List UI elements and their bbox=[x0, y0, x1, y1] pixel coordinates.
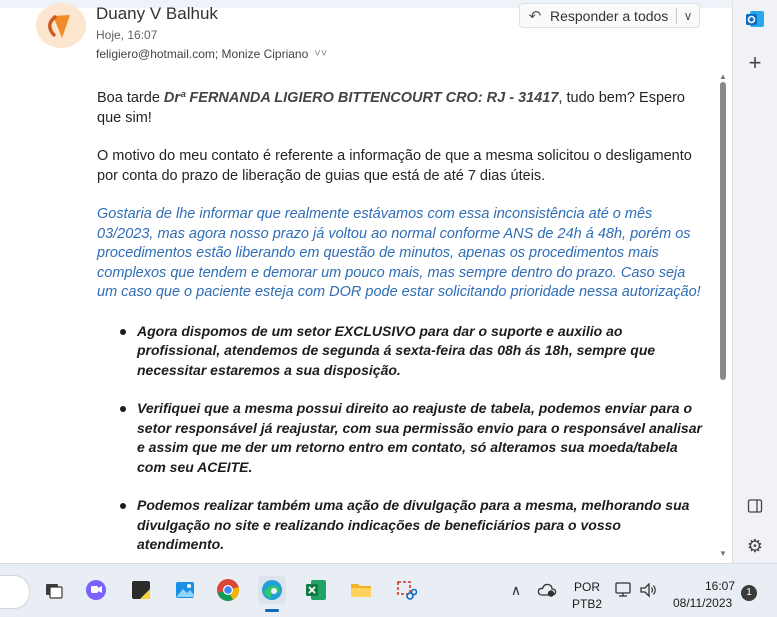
reply-all-button[interactable] bbox=[519, 3, 700, 28]
chevron-down-icon[interactable]: ∨ bbox=[683, 8, 693, 23]
avatar-logo-icon bbox=[36, 3, 86, 48]
recipients-text[interactable]: feligiero@hotmail.com; Monize Cipriano bbox=[96, 47, 309, 61]
expand-recipients-icon[interactable]: ˅˅ bbox=[314, 48, 328, 60]
scroll-thumb[interactable] bbox=[720, 82, 726, 380]
message-date: Hoje, 16:07 bbox=[96, 28, 158, 42]
sender-avatar[interactable] bbox=[36, 3, 86, 48]
right-rail bbox=[733, 0, 777, 563]
paragraph-1: O motivo do meu contato é referente a informação de que a mesma solicitou o desligamento por conta do prazo de liberação de guias que está de até 7 dias úteis. bbox=[97, 148, 692, 184]
outlook-app-icon[interactable] bbox=[743, 7, 767, 31]
volume-icon[interactable] bbox=[634, 576, 662, 604]
paragraph-2: Gostaria de lhe informar que realmente estávamos com essa inconsistência até o mês 03/2023, mas agora nosso prazo já voltou ao normal conforme ANS de 24h á 48h, porém os procedimentos estão liberando em questão de minutos, apenas os procedimentos mais complexos que tendem e demorar um pouco mais, mas sempre dentro do prazo. Caso seja um caso que o paciente esteja com DOR pode estar solicitando prioridade nessa autorização! bbox=[97, 206, 701, 300]
sticky-notes-icon[interactable] bbox=[127, 576, 155, 604]
recipient-name: Drª FERNANDA LIGIERO BITTENCOURT CRO: RJ - 31417 bbox=[163, 90, 559, 106]
keyboard-layout-indicator[interactable]: PTB2 bbox=[572, 597, 603, 611]
reply-all-icon: ↶ bbox=[528, 7, 542, 25]
add-icon[interactable]: + bbox=[748, 50, 762, 75]
greeting-suffix: , tudo bem? Espero que sim! bbox=[97, 90, 685, 126]
recipients-line bbox=[96, 47, 327, 61]
notification-badge[interactable]: 1 bbox=[741, 585, 757, 601]
sender-name[interactable]: Duany V Balhuk bbox=[96, 4, 218, 23]
photos-icon[interactable] bbox=[171, 576, 199, 604]
show-hidden-icons-icon[interactable]: ∧ bbox=[510, 581, 522, 598]
side-panel-icon[interactable] bbox=[743, 494, 767, 518]
message-body bbox=[97, 89, 709, 574]
edge-icon[interactable] bbox=[258, 576, 286, 604]
reply-all-label: Responder a todos bbox=[550, 7, 669, 24]
vertical-scrollbar[interactable] bbox=[716, 72, 730, 562]
taskbar bbox=[0, 563, 777, 617]
clock-time[interactable]: 16:07 bbox=[705, 579, 736, 593]
file-explorer-icon[interactable] bbox=[347, 576, 375, 604]
greeting-prefix: Boa tarde bbox=[97, 90, 164, 106]
taskbar-search[interactable] bbox=[0, 575, 30, 609]
gear-icon[interactable]: ⚙ bbox=[746, 535, 764, 556]
greeting bbox=[97, 89, 709, 128]
bullet-item: Verifiquei que a mesma possui direito ao reajuste de tabela, podemos enviar para o setor responsável já reajustar, com sua permissão envio para o responsável analisar e assim que me der um retorno entro em contato, só alteramos sua moeda/tabela com seu ACEITE. bbox=[137, 399, 709, 477]
language-indicator[interactable]: POR bbox=[574, 580, 601, 594]
clock-date[interactable]: 08/11/2023 bbox=[673, 596, 733, 610]
scroll-down-icon[interactable]: ▼ bbox=[719, 549, 727, 558]
chrome-icon[interactable] bbox=[214, 576, 242, 604]
snipping-tool-icon[interactable] bbox=[392, 576, 420, 604]
excel-icon[interactable] bbox=[302, 576, 330, 604]
bullet-item: Agora dispomos de um setor EXCLUSIVO para dar o suporte e auxilio ao profissional, atendemos de segunda á sexta-feira das 08h ás 18h, sempre que necessitar estaremos a sua disposição. bbox=[137, 322, 709, 381]
cloud-icon[interactable] bbox=[533, 576, 561, 604]
scroll-up-icon[interactable]: ▲ bbox=[719, 72, 727, 81]
bullet-list bbox=[97, 322, 709, 555]
bullet-item: Podemos realizar também uma ação de divulgação para a mesma, melhorando sua divulgação no site e realizando indicações de beneficiários para o vosso atendimento. bbox=[137, 496, 709, 555]
task-view-icon[interactable] bbox=[40, 576, 68, 604]
edge-active-indicator bbox=[265, 609, 279, 612]
teams-chat-icon[interactable] bbox=[82, 576, 110, 604]
